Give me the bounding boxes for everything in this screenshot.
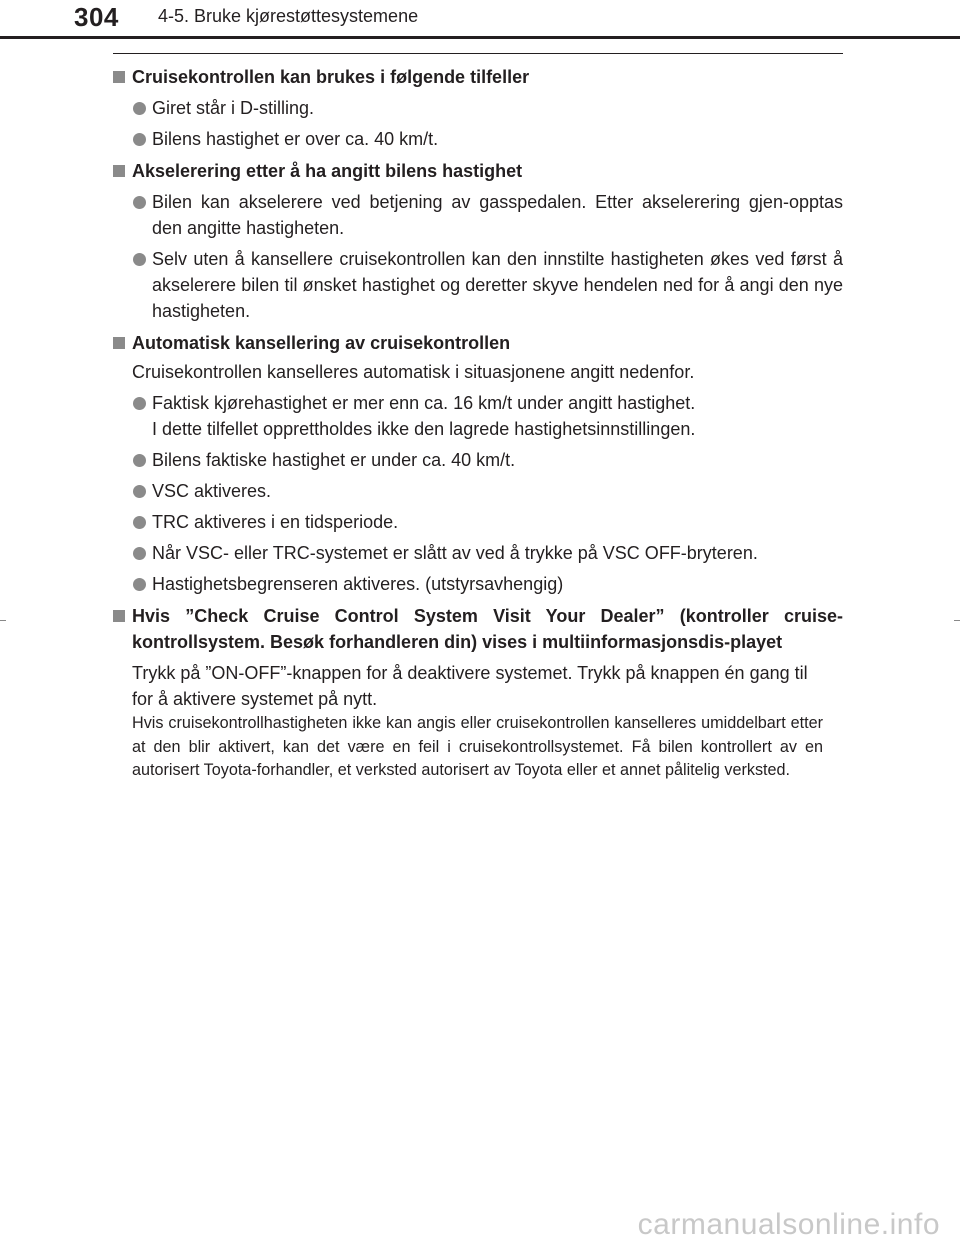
circle-bullet-icon	[133, 516, 146, 529]
section-body: Trykk på ”ON-OFF”-knappen for å deaktivere systemet. Trykk på knappen én gang til for å aktivere systemet på nytt.	[132, 663, 808, 709]
section-heading	[113, 64, 843, 90]
list-item	[113, 478, 843, 504]
list-item	[113, 509, 843, 535]
section-intro: Cruisekontrollen kanselleres automatisk i situasjonene angitt nedenfor.	[132, 362, 695, 382]
section-heading	[113, 330, 843, 356]
list-item	[113, 95, 843, 121]
list-item-text: Bilens hastighet er over ca. 40 km/t.	[152, 129, 439, 149]
circle-bullet-icon	[133, 133, 146, 146]
list-item	[113, 390, 843, 442]
heading-text: Automatisk kansellering av cruisekontrollen	[132, 333, 511, 353]
section-top-rule	[113, 53, 843, 54]
chapter-title: 4-5. Bruke kjørestøttesystemene	[158, 6, 419, 26]
list-item-text: Giret står i D-stilling.	[152, 98, 315, 118]
square-bullet-icon	[113, 610, 125, 622]
list-item-text: TRC aktiveres i en tidsperiode.	[152, 512, 399, 532]
list-item-text: Når VSC- eller TRC-systemet er slått av ved å trykke på VSC OFF-bryteren.	[152, 543, 758, 563]
list-item	[113, 571, 843, 597]
list-item-text: Selv uten å kansellere cruisekontrollen kan den innstilte hastigheten økes ved først å akselerere bilen til ønsket hastighet og deretter skyve hendelen ned for å angi den nye hastigheten.	[152, 249, 843, 321]
list-item	[113, 447, 843, 473]
list-item-text: Bilens faktiske hastighet er under ca. 40 km/t.	[152, 450, 516, 470]
heading-text: Akselerering etter å ha angitt bilens hastighet	[132, 161, 523, 181]
crop-mark-right	[954, 620, 960, 621]
list-item-text: VSC aktiveres.	[152, 481, 272, 501]
list-item-text: Faktisk kjørehastighet er mer enn ca. 16 km/t under angitt hastighet.	[152, 393, 696, 413]
section-heading	[113, 603, 843, 655]
header-rule	[0, 36, 960, 39]
circle-bullet-icon	[133, 547, 146, 560]
page-number: 304	[74, 2, 119, 32]
watermark: carmanualsonline.info	[637, 1208, 940, 1241]
square-bullet-icon	[113, 165, 125, 177]
list-item-text: Hastighetsbegrenseren aktiveres. (utstyrsavhengig)	[152, 574, 564, 594]
circle-bullet-icon	[133, 454, 146, 467]
circle-bullet-icon	[133, 196, 146, 209]
circle-bullet-icon	[133, 102, 146, 115]
heading-text: Hvis ”Check Cruise Control System Visit Your Dealer” (kontroller cruise-kontrollsystem. Besøk forhandleren din) vises i multiinformasjonsdis-playet	[132, 606, 843, 652]
list-item	[113, 540, 843, 566]
list-item	[113, 189, 843, 241]
square-bullet-icon	[113, 71, 125, 83]
list-item-text: Bilen kan akselerere ved betjening av gasspedalen. Etter akselerering gjen-opptas den angitte hastigheten.	[152, 192, 843, 238]
list-item	[113, 126, 843, 152]
heading-text: Cruisekontrollen kan brukes i følgende tilfeller	[132, 67, 530, 87]
circle-bullet-icon	[133, 397, 146, 410]
list-item	[113, 246, 843, 324]
section-note: Hvis cruisekontrollhastigheten ikke kan angis eller cruisekontrollen kanselleres umiddelbart etter at den blir aktivert, kan det være en feil i cruisekontrollsystemet. Få bilen kontrollert av en autorisert Toyota-forhandler, et verksted autorisert av Toyota eller et annet pålitelig verksted.	[132, 714, 823, 779]
list-item-subtext: I dette tilfellet opprettholdes ikke den lagrede hastighetsinnstillingen.	[152, 419, 696, 439]
circle-bullet-icon	[133, 253, 146, 266]
circle-bullet-icon	[133, 485, 146, 498]
crop-mark-left	[0, 620, 6, 621]
section-heading	[113, 158, 843, 184]
square-bullet-icon	[113, 337, 125, 349]
circle-bullet-icon	[133, 578, 146, 591]
page-content	[113, 62, 843, 783]
